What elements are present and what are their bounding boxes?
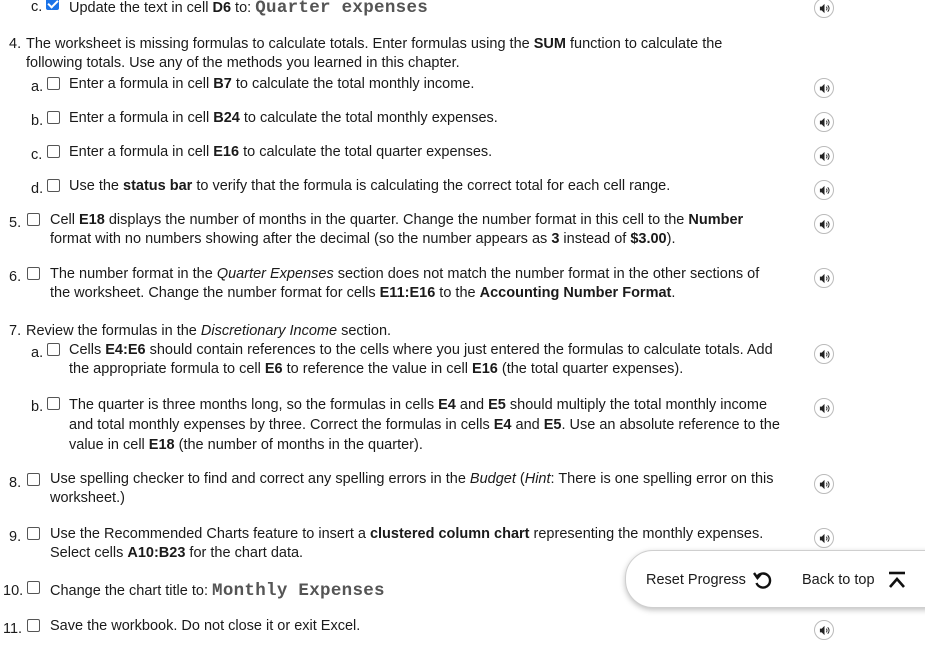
- speaker-icon[interactable]: [814, 344, 834, 364]
- step-4d-text: Use the status bar to verify that the formula is calculating the correct total for each cell range.: [69, 178, 671, 194]
- step-4c-text: Enter a formula in cell E16 to calculate the total quarter expenses.: [69, 144, 493, 160]
- step-number: 8.: [9, 475, 22, 491]
- back-to-top-button[interactable]: [802, 570, 907, 590]
- step-4a-checkbox[interactable]: [47, 77, 60, 90]
- step-label: a.: [31, 79, 44, 95]
- step-7a-checkbox[interactable]: [47, 343, 60, 356]
- step-6-checkbox[interactable]: [27, 267, 40, 280]
- step-number: 4.: [9, 36, 22, 52]
- reset-progress-label: Reset Progress: [646, 572, 746, 588]
- step-4a-text: Enter a formula in cell B7 to calculate the total monthly income.: [69, 76, 475, 92]
- step-4d-checkbox[interactable]: [47, 179, 60, 192]
- speaker-icon[interactable]: [814, 146, 834, 166]
- speaker-icon[interactable]: [814, 214, 834, 234]
- step-number: 6.: [9, 269, 22, 285]
- step-label: b.: [31, 399, 44, 415]
- speaker-icon[interactable]: [814, 620, 834, 640]
- speaker-icon[interactable]: [814, 112, 834, 132]
- speaker-icon[interactable]: [814, 180, 834, 200]
- step-number: 5.: [9, 215, 22, 231]
- step-number: 10.: [3, 583, 24, 599]
- step-6-text: The number format in the Quarter Expenses section does not match the number format in the other sections of the worksheet. Change the number format for cells E11:E16 to the Accounting Number Format.: [50, 266, 760, 301]
- step-8-text: Use spelling checker to find and correct any spelling errors in the Budget (Hint: There is one spelling error on this worksheet.): [50, 471, 774, 506]
- step-number: 7.: [9, 323, 22, 339]
- speaker-icon[interactable]: [814, 78, 834, 98]
- step-8-checkbox[interactable]: [27, 473, 40, 486]
- step-9-checkbox[interactable]: [27, 527, 40, 540]
- step-4b-text: Enter a formula in cell B24 to calculate the total monthly expenses.: [69, 110, 498, 126]
- speaker-icon[interactable]: [814, 268, 834, 288]
- step-4b-checkbox[interactable]: [47, 111, 60, 124]
- step-7b-text: The quarter is three months long, so the formulas in cells E4 and E5 should multiply the total monthly income and total monthly expenses by three. Correct the formulas in cells E4 and E5. Use an absolute reference to the value in cell E18 (the number of months in the quarter).: [69, 397, 780, 453]
- speaker-icon[interactable]: [814, 0, 834, 18]
- step-label: c.: [31, 147, 43, 163]
- step-10-checkbox[interactable]: [27, 581, 40, 594]
- reset-progress-button[interactable]: [646, 570, 772, 590]
- step-7b-checkbox[interactable]: [47, 397, 60, 410]
- speaker-icon[interactable]: [814, 474, 834, 494]
- speaker-icon[interactable]: [814, 528, 834, 548]
- step-number: 9.: [9, 529, 22, 545]
- progress-panel: [625, 550, 925, 608]
- step-number: 11.: [3, 621, 23, 637]
- step-5-checkbox[interactable]: [27, 213, 40, 226]
- step-7-text: Review the formulas in the Discretionary Income section.: [26, 323, 392, 339]
- step-7a-text: Cells E4:E6 should contain references to the cells where you just entered the formulas to calculate totals. Add the appropriate formula to cell E6 to reference the value in cell E16 (the total quarter expenses).: [69, 342, 773, 377]
- step-4-text: The worksheet is missing formulas to calculate totals. Enter formulas using the SUM function to calculate the following totals. Use any of the methods you learned in this chapter.: [26, 36, 723, 71]
- step-label: b.: [31, 113, 44, 129]
- step-5-text: Cell E18 displays the number of months in the quarter. Change the number format in this cell to the Number format with no numbers showing after the decimal (so the number appears as 3 instead of $3.00).: [50, 212, 744, 247]
- back-to-top-icon: [887, 570, 907, 590]
- reset-icon: [752, 570, 772, 590]
- step-label: d.: [31, 181, 44, 197]
- step-3c-checkbox[interactable]: [46, 0, 59, 10]
- step-10-text: Change the chart title to: Monthly Expenses: [50, 581, 385, 601]
- step-3c-text: Update the text in cell D6 to: Quarter expenses: [69, 0, 429, 18]
- back-to-top-label: Back to top: [802, 572, 875, 588]
- step-label: a.: [31, 345, 44, 361]
- step-9-text: Use the Recommended Charts feature to insert a clustered column chart representing the monthly expenses. Select cells A10:B23 for the chart data.: [50, 526, 764, 561]
- step-4c-checkbox[interactable]: [47, 145, 60, 158]
- speaker-icon[interactable]: [814, 398, 834, 418]
- step-11-text: Save the workbook. Do not close it or exit Excel.: [50, 618, 361, 634]
- step-11-checkbox[interactable]: [27, 619, 40, 632]
- step-label: c.: [31, 0, 43, 15]
